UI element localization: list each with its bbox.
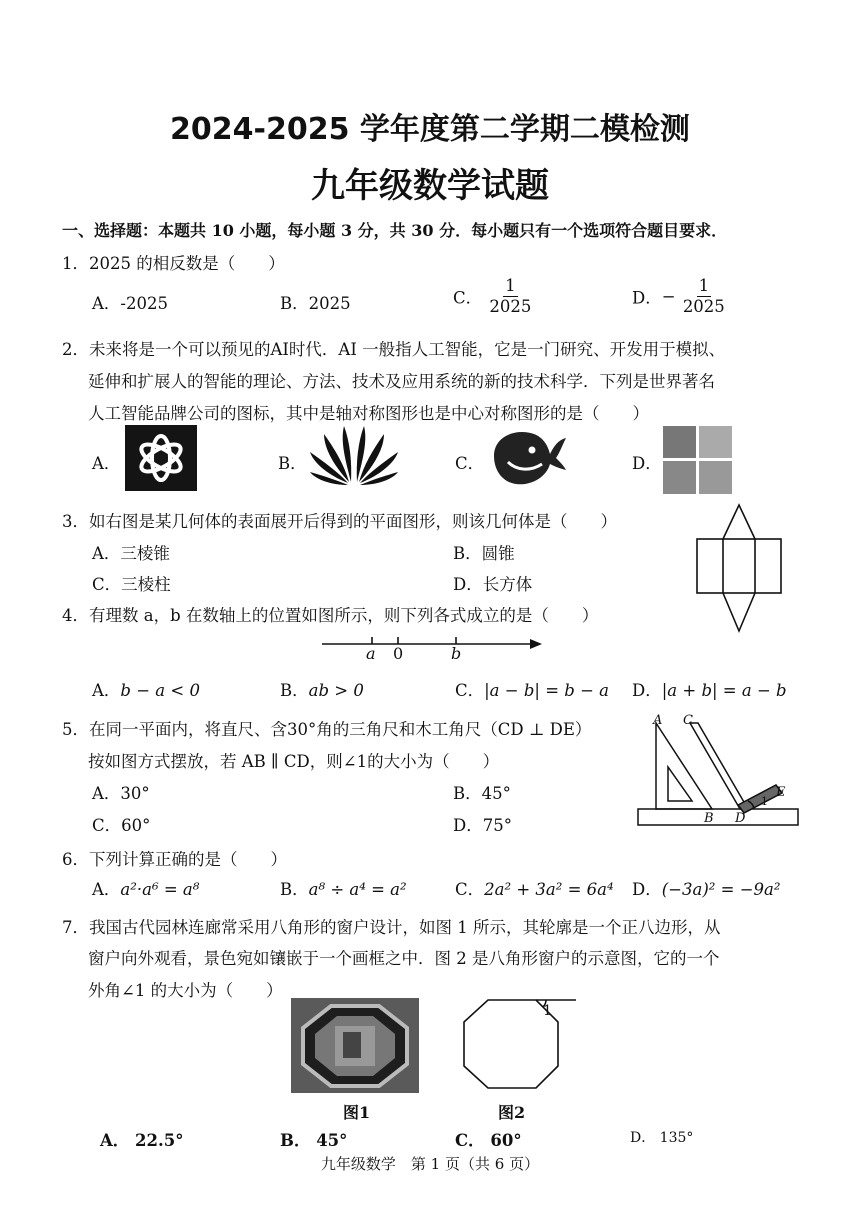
exam-subtitle: 九年级数学试题: [311, 166, 549, 206]
q1-c-den: 2025: [489, 297, 532, 316]
q7-line1: 7．我国古代园林连廊常采用八角形的窗户设计，如图 1 所示，其轮廓是一个正八边形，从: [62, 918, 721, 937]
q6-d-text: (−3a)² = −9a²: [661, 880, 781, 899]
q2-c-label: C．: [455, 454, 485, 473]
q6-c-label: C．: [455, 880, 485, 899]
fig2-angle-label: 1: [543, 1003, 552, 1019]
q6-option-a[interactable]: [92, 876, 199, 900]
q7-option-c[interactable]: C． 60°: [455, 1131, 522, 1150]
q4-d-label: D．: [632, 681, 662, 700]
openai-logo-icon[interactable]: [125, 425, 197, 491]
huawei-logo-icon[interactable]: [308, 424, 400, 486]
q7-option-d[interactable]: D． 135°: [630, 1130, 694, 1146]
q4-stem: 4．有理数 a，b 在数轴上的位置如图所示，则下列各式成立的是（ ）: [62, 606, 599, 625]
q5-line1: 5．在同一平面内，将直尺、含30°角的三角尺和木工角尺（CD ⊥ DE）: [62, 720, 592, 739]
q6-option-c[interactable]: [455, 876, 614, 900]
q2-d-label: D．: [632, 454, 662, 473]
q1-c-label: C．: [453, 288, 483, 308]
q1-stem: 1．2025 的相反数是（ ）: [62, 254, 285, 273]
q6-a-text: a²·a⁶ = a⁸: [120, 880, 200, 899]
q4-b-text: ab > 0: [308, 681, 364, 700]
q1-option-b[interactable]: [280, 290, 351, 314]
q6-option-d[interactable]: [632, 876, 780, 900]
q1-b-label: B．: [280, 294, 309, 313]
q4-option-c[interactable]: [455, 677, 609, 701]
fig5-label-A: A: [653, 713, 663, 728]
q4-a-text: b − a < 0: [120, 681, 200, 700]
q1-a-label: A．: [92, 294, 121, 313]
q1-d-label: D．: [632, 288, 662, 308]
q4-option-b[interactable]: [280, 677, 364, 701]
q7-option-b[interactable]: B． 45°: [280, 1131, 348, 1150]
q4-d-text: |a + b| = a − b: [661, 681, 787, 700]
octagon-window-photo: [291, 998, 419, 1093]
q1-d-den: 2025: [682, 297, 725, 316]
prism-net-figure: [695, 503, 785, 635]
q1-d-num: 1: [698, 276, 710, 295]
q6-b-label: B．: [280, 880, 309, 899]
q3-option-a[interactable]: A．三棱锥: [92, 544, 170, 563]
fig5-label-C: C: [683, 713, 693, 728]
q4-option-d[interactable]: [632, 677, 787, 701]
q1-option-d[interactable]: [632, 276, 727, 317]
q3-option-b[interactable]: B．圆锥: [453, 544, 515, 563]
q2-line3: 人工智能品牌公司的图标，其中是轴对称图形也是中心对称图形的是（ ）: [88, 404, 649, 423]
octagon-diagram: [460, 998, 578, 1092]
q6-option-b[interactable]: [280, 876, 407, 900]
q5-line2: 按如图方式摆放，若 AB ∥ CD，则∠1的大小为（ ）: [88, 752, 500, 771]
q1-b-text: 2025: [308, 294, 351, 313]
page-footer: 九年级数学 第 1 页（共 6 页）: [320, 1155, 540, 1173]
q2-line2: 延伸和扩展人的智能的理论、方法、技术及应用系统的新的技术科学．下列是世界著名: [88, 372, 715, 391]
q4-option-a[interactable]: [92, 677, 200, 701]
q1-c-num: 1: [505, 276, 516, 295]
q4-c-label: C．: [455, 681, 485, 700]
section-heading: 一、选择题：本题共 10 小题，每小题 3 分，共 30 分．每小题只有一个选项符合题目要求．: [62, 221, 728, 240]
q6-stem: 6．下列计算正确的是（ ）: [62, 850, 287, 869]
q2-line1: 2．未来将是一个可以预见的AI时代．AI 一般指人工智能，它是一门研究、开发用于模拟、: [62, 340, 726, 359]
deepseek-whale-logo-icon[interactable]: [486, 426, 572, 488]
q2-a-label: A．: [92, 454, 121, 473]
number-line-label-b: b: [451, 644, 462, 663]
q7-line3: 外角∠1 的大小为（ ）: [88, 981, 283, 1000]
four-squares-logo-icon[interactable]: [663, 426, 733, 494]
q4-a-label: A．: [92, 681, 121, 700]
q1-a-text: -2025: [120, 294, 168, 313]
q6-b-text: a⁸ ÷ a⁴ = a²: [308, 880, 407, 899]
exam-title: 2024-2025 学年度第二学期二模检测: [170, 112, 690, 147]
q5-option-d[interactable]: D．75°: [453, 816, 512, 835]
q7-option-a[interactable]: A． 22.5°: [100, 1131, 184, 1150]
q7-line2: 窗户向外观看，景色宛如镶嵌于一个画框之中．图 2 是八角形窗户的示意图，它的一个: [88, 949, 720, 968]
q5-option-a[interactable]: A．30°: [92, 784, 150, 803]
fig5-label-1: 1: [761, 795, 768, 808]
fig5-label-E: E: [776, 785, 786, 800]
q6-a-label: A．: [92, 880, 121, 899]
q1-c-fraction: [487, 276, 533, 317]
q1-d-fraction: [681, 276, 727, 317]
fig1-caption: 图1: [343, 1103, 371, 1122]
q2-b-label: B．: [278, 454, 307, 473]
q4-b-label: B．: [280, 681, 309, 700]
q3-option-d[interactable]: D．长方体: [453, 575, 533, 594]
q6-d-label: D．: [632, 880, 662, 899]
ruler-triangle-figure: [636, 715, 802, 830]
fig5-label-D: D: [735, 811, 746, 826]
number-line-label-0: 0: [393, 644, 404, 663]
q1-option-a[interactable]: [92, 290, 168, 314]
q4-c-text: |a − b| = b − a: [484, 681, 609, 700]
number-line-label-a: a: [366, 644, 376, 663]
number-line-figure: [320, 634, 545, 664]
q5-option-c[interactable]: C．60°: [92, 816, 151, 835]
q1-d-sign: −: [661, 287, 676, 306]
q5-option-b[interactable]: B．45°: [453, 784, 511, 803]
q3-option-c[interactable]: C．三棱柱: [92, 575, 171, 594]
fig2-caption: 图2: [498, 1103, 526, 1122]
q6-c-text: 2a² + 3a² = 6a⁴: [484, 880, 614, 899]
q3-stem: 3．如右图是某几何体的表面展开后得到的平面图形，则该几何体是（ ）: [62, 512, 617, 531]
fig5-label-B: B: [704, 811, 714, 826]
q1-option-c[interactable]: [453, 276, 533, 317]
